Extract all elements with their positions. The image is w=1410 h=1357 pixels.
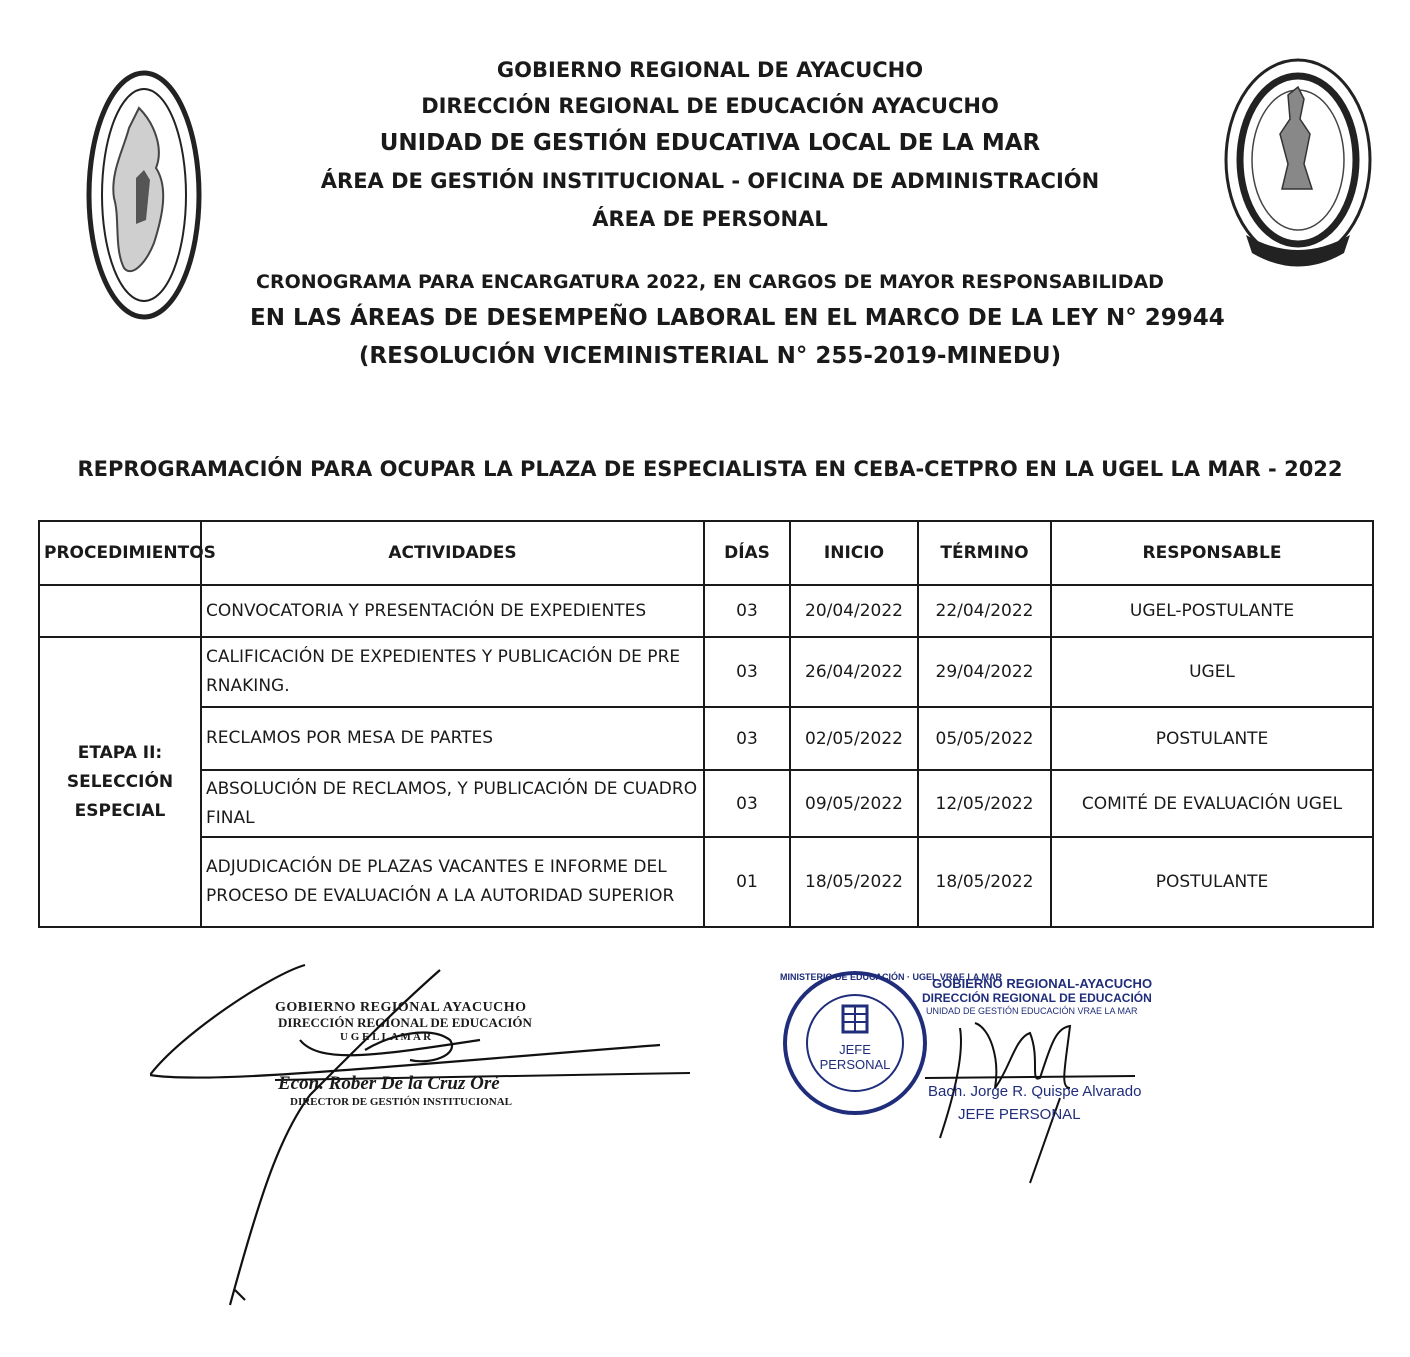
responsable-cell: UGEL-POSTULANTE (1051, 585, 1373, 637)
header-actividades: ACTIVIDADES (201, 521, 704, 585)
responsable-cell: UGEL (1051, 637, 1373, 707)
left-signature-block (150, 945, 710, 1315)
right-signer-role: JEFE PERSONAL (958, 1106, 1081, 1123)
table-header-row (39, 521, 1373, 585)
dias-cell: 03 (704, 585, 790, 637)
left-signer-name: Econ. Rober De la Cruz Oré (278, 1073, 500, 1094)
seal-ring-text: MINISTERIO DE EDUCACIÓN · UGEL VRAE LA MAR (780, 972, 1003, 982)
inicio-cell: 09/05/2022 (790, 770, 918, 837)
seal-center-line2: PERSONAL (819, 1057, 891, 1072)
termino-cell: 29/04/2022 (918, 637, 1051, 707)
right-stamp-line1: GOBIERNO REGIONAL-AYACUCHO (932, 976, 1153, 991)
section-subtitle: REPROGRAMACIÓN PARA OCUPAR LA PLAZA DE ESPECIALISTA EN CEBA-CETPRO EN LA UGEL LA MAR - 2022 (77, 457, 1343, 481)
left-stamp-line1: GOBIERNO REGIONAL AYACUCHO (275, 1000, 527, 1015)
termino-cell: 12/05/2022 (918, 770, 1051, 837)
left-stamp-line2: DIRECCIÓN REGIONAL DE EDUCACIÓN (278, 1015, 532, 1030)
procedimiento-empty-cell (39, 585, 201, 637)
dias-cell: 03 (704, 770, 790, 837)
header-line-ugel: UNIDAD DE GESTIÓN EDUCATIVA LOCAL DE LA MAR (379, 130, 1041, 156)
actividad-cell: ABSOLUCIÓN DE RECLAMOS, Y PUBLICACIÓN DE CUADRO FINAL (201, 770, 704, 837)
header-line-area-gestion: ÁREA DE GESTIÓN INSTITUCIONAL - OFICINA DE ADMINISTRACIÓN (320, 169, 1100, 193)
right-stamp-line2: DIRECCIÓN REGIONAL DE EDUCACIÓN (922, 991, 1152, 1005)
header-dias: DÍAS (704, 521, 790, 585)
table-row (39, 770, 1373, 837)
right-signature-block (920, 968, 1160, 1188)
schedule-table (38, 520, 1374, 928)
dias-cell: 01 (704, 837, 790, 927)
table-row (39, 637, 1373, 707)
table-row (39, 585, 1373, 637)
termino-cell: 18/05/2022 (918, 837, 1051, 927)
etapa-cell: ETAPA II: SELECCIÓN ESPECIAL (39, 637, 201, 927)
header-termino: TÉRMINO (918, 521, 1051, 585)
table-row (39, 837, 1373, 927)
gobierno-regional-logo (84, 68, 204, 323)
inicio-cell: 20/04/2022 (790, 585, 918, 637)
termino-cell: 05/05/2022 (918, 707, 1051, 770)
right-signer-name: Bach. Jorge R. Quispe Alvarado (928, 1083, 1142, 1100)
responsable-cell: POSTULANTE (1051, 707, 1373, 770)
inicio-cell: 02/05/2022 (790, 707, 918, 770)
left-signer-role: DIRECTOR DE GESTIÓN INSTITUCIONAL (290, 1096, 512, 1108)
actividad-cell: ADJUDICACIÓN DE PLAZAS VACANTES E INFORME DEL PROCESO DE EVALUACIÓN A LA AUTORIDAD SUPERIOR (201, 837, 704, 927)
document-title-line1: CRONOGRAMA PARA ENCARGATURA 2022, EN CARGOS DE MAYOR RESPONSABILIDAD (256, 271, 1164, 293)
actividad-cell: CONVOCATORIA Y PRESENTACIÓN DE EXPEDIENTES (201, 585, 704, 637)
header-responsable: RESPONSABLE (1051, 521, 1373, 585)
dias-cell: 03 (704, 637, 790, 707)
termino-cell: 22/04/2022 (918, 585, 1051, 637)
inicio-cell: 18/05/2022 (790, 837, 918, 927)
seal-center-line1: JEFE (839, 1042, 871, 1057)
header-inicio: INICIO (790, 521, 918, 585)
dias-cell: 03 (704, 707, 790, 770)
header-procedimientos: PROCEDIMIENTOS (39, 521, 201, 585)
document-title-line2: EN LAS ÁREAS DE DESEMPEÑO LABORAL EN EL MARCO DE LA LEY N° 29944 (250, 305, 1225, 331)
actividad-cell: RECLAMOS POR MESA DE PARTES (201, 707, 704, 770)
document-title-line3: (RESOLUCIÓN VICEMINISTERIAL N° 255-2019-MINEDU) (358, 343, 1062, 369)
header-line-area-personal: ÁREA DE PERSONAL (592, 207, 828, 231)
header-line-gobierno: GOBIERNO REGIONAL DE AYACUCHO (496, 58, 924, 82)
left-stamp-line3: U G E L L A M A R (340, 1031, 432, 1043)
ugel-la-mar-logo (1218, 50, 1378, 280)
right-stamp-line3: UNIDAD DE GESTIÓN EDUCACIÓN VRAE LA MAR (926, 1006, 1138, 1016)
header-line-direccion: DIRECCIÓN REGIONAL DE EDUCACIÓN AYACUCHO (421, 94, 999, 118)
actividad-cell: CALIFICACIÓN DE EXPEDIENTES Y PUBLICACIÓN DE PRE RNAKING. (201, 637, 704, 707)
ministerio-seal (780, 968, 1003, 1118)
inicio-cell: 26/04/2022 (790, 637, 918, 707)
responsable-cell: POSTULANTE (1051, 837, 1373, 927)
responsable-cell: COMITÉ DE EVALUACIÓN UGEL (1051, 770, 1373, 837)
table-row (39, 707, 1373, 770)
